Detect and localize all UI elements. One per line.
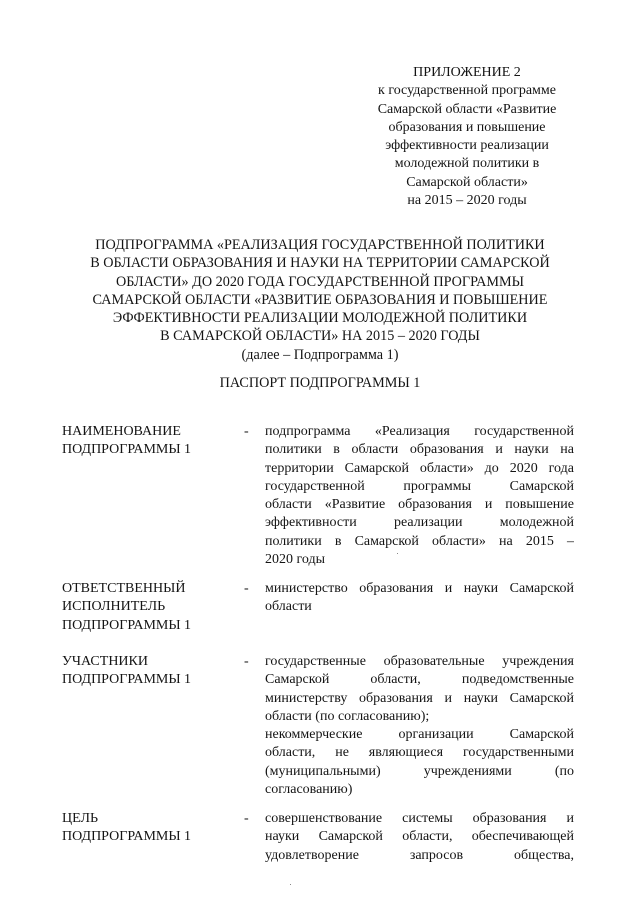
appendix-line: эффективности реализации xyxy=(385,138,549,154)
row-value-line: некоммерческие организации Самарской xyxy=(265,727,574,743)
passport-heading: ПАСПОРТ ПОДПРОГРАММЫ 1 xyxy=(219,375,421,391)
row-value xyxy=(265,810,574,865)
row-label-line: ПОДПРОГРАММЫ 1 xyxy=(62,829,192,845)
row-value-line: министерству образования и науки Самарской xyxy=(265,690,574,706)
row-value-line: государственные образовательные учреждения xyxy=(265,654,574,669)
title-line: ЭФФЕКТИВНОСТИ РЕАЛИЗАЦИИ МОЛОДЕЖНОЙ ПОЛИТИКИ xyxy=(112,310,528,327)
row-label-line: ИСПОЛНИТЕЛЬ xyxy=(62,599,166,615)
row-label xyxy=(62,653,232,690)
appendix-line: Самарской области «Развитие xyxy=(377,101,557,117)
row-value-line: совершенствование системы образования и xyxy=(265,811,574,826)
row-value-line: науки Самарской области, обеспечивающей xyxy=(265,829,574,845)
appendix-line: на 2015 – 2020 годы xyxy=(407,193,527,209)
appendix-line: Самарской области» xyxy=(406,174,528,190)
row-value-line: подпрограмма «Реализация государственной xyxy=(265,424,574,439)
row-value-line: 2020 годы xyxy=(265,552,326,568)
scan-speck xyxy=(290,884,291,885)
row-dash: - xyxy=(244,581,249,596)
title-line: ОБЛАСТИ» ДО 2020 ГОДА ГОСУДАРСТВЕННОЙ ПРОГРАММЫ xyxy=(115,273,525,290)
appendix-line: ПРИЛОЖЕНИЕ 2 xyxy=(413,65,521,80)
row-dash: - xyxy=(244,811,249,826)
row-value-line: области (по согласованию); xyxy=(265,708,430,724)
row-label-line: ОТВЕТСТВЕННЫЙ xyxy=(62,581,186,596)
row-value-line: (муниципальными) учреждениями (по xyxy=(265,763,574,779)
row-dash: - xyxy=(244,424,249,439)
row-value-line: области, не являющиеся государственными xyxy=(265,745,574,761)
row-value-line: Самарской области, подведомственные xyxy=(265,672,574,688)
row-label-line: ПОДПРОГРАММЫ 1 xyxy=(62,672,192,688)
row-dash: - xyxy=(244,654,249,669)
row-label xyxy=(62,423,232,460)
row-value xyxy=(265,580,574,617)
scan-speck xyxy=(397,553,398,554)
row-value xyxy=(265,653,574,799)
appendix-block xyxy=(352,64,582,210)
row-value xyxy=(265,423,574,569)
row-label xyxy=(62,580,232,635)
row-label-line: ПОДПРОГРАММЫ 1 xyxy=(62,617,192,633)
title-line: САМАРСКОЙ ОБЛАСТИ «РАЗВИТИЕ ОБРАЗОВАНИЯ И ПОВЫШЕНИЕ xyxy=(92,291,548,308)
title-line: В САМАРСКОЙ ОБЛАСТИ» НА 2015 – 2020 ГОДЫ xyxy=(160,328,480,345)
row-label xyxy=(62,810,232,847)
title-note: (далее – Подпрограмма 1) xyxy=(241,346,399,363)
appendix-line: образования и повышение xyxy=(388,119,546,135)
appendix-line: к государственной программе xyxy=(378,83,556,99)
row-value-line: согласованию) xyxy=(265,782,353,798)
row-value-line: политики в области образования и науки на xyxy=(265,442,574,458)
row-value-line: министерство образования и науки Самарской xyxy=(265,581,574,596)
title-line: В ОБЛАСТИ ОБРАЗОВАНИЯ И НАУКИ НА ТЕРРИТОРИИ САМАРСКОЙ xyxy=(90,255,550,272)
row-value-line: территории Самарской области» до 2020 года xyxy=(265,460,574,476)
row-label-line: ЦЕЛЬ xyxy=(62,811,99,826)
row-value-line: области xyxy=(265,599,312,615)
row-label-line: ПОДПРОГРАММЫ 1 xyxy=(62,442,192,458)
row-value-line: политики в Самарской области» на 2015 – xyxy=(265,533,574,549)
row-label-line: УЧАСТНИКИ xyxy=(62,654,148,669)
title-line: ПОДПРОГРАММА «РЕАЛИЗАЦИЯ ГОСУДАРСТВЕННОЙ ПОЛИТИКИ xyxy=(95,237,545,253)
row-value-line: области «Развитие образования и повышение xyxy=(265,497,574,513)
row-value-line: государственной программы Самарской xyxy=(265,478,574,494)
row-label-line: НАИМЕНОВАНИЕ xyxy=(62,424,181,439)
appendix-line: молодежной политики в xyxy=(394,156,540,172)
row-value-line: удовлетворение запросов общества, xyxy=(265,847,574,863)
subprogram-title xyxy=(40,236,600,364)
row-value-line: эффективности реализации молодежной xyxy=(265,515,574,531)
